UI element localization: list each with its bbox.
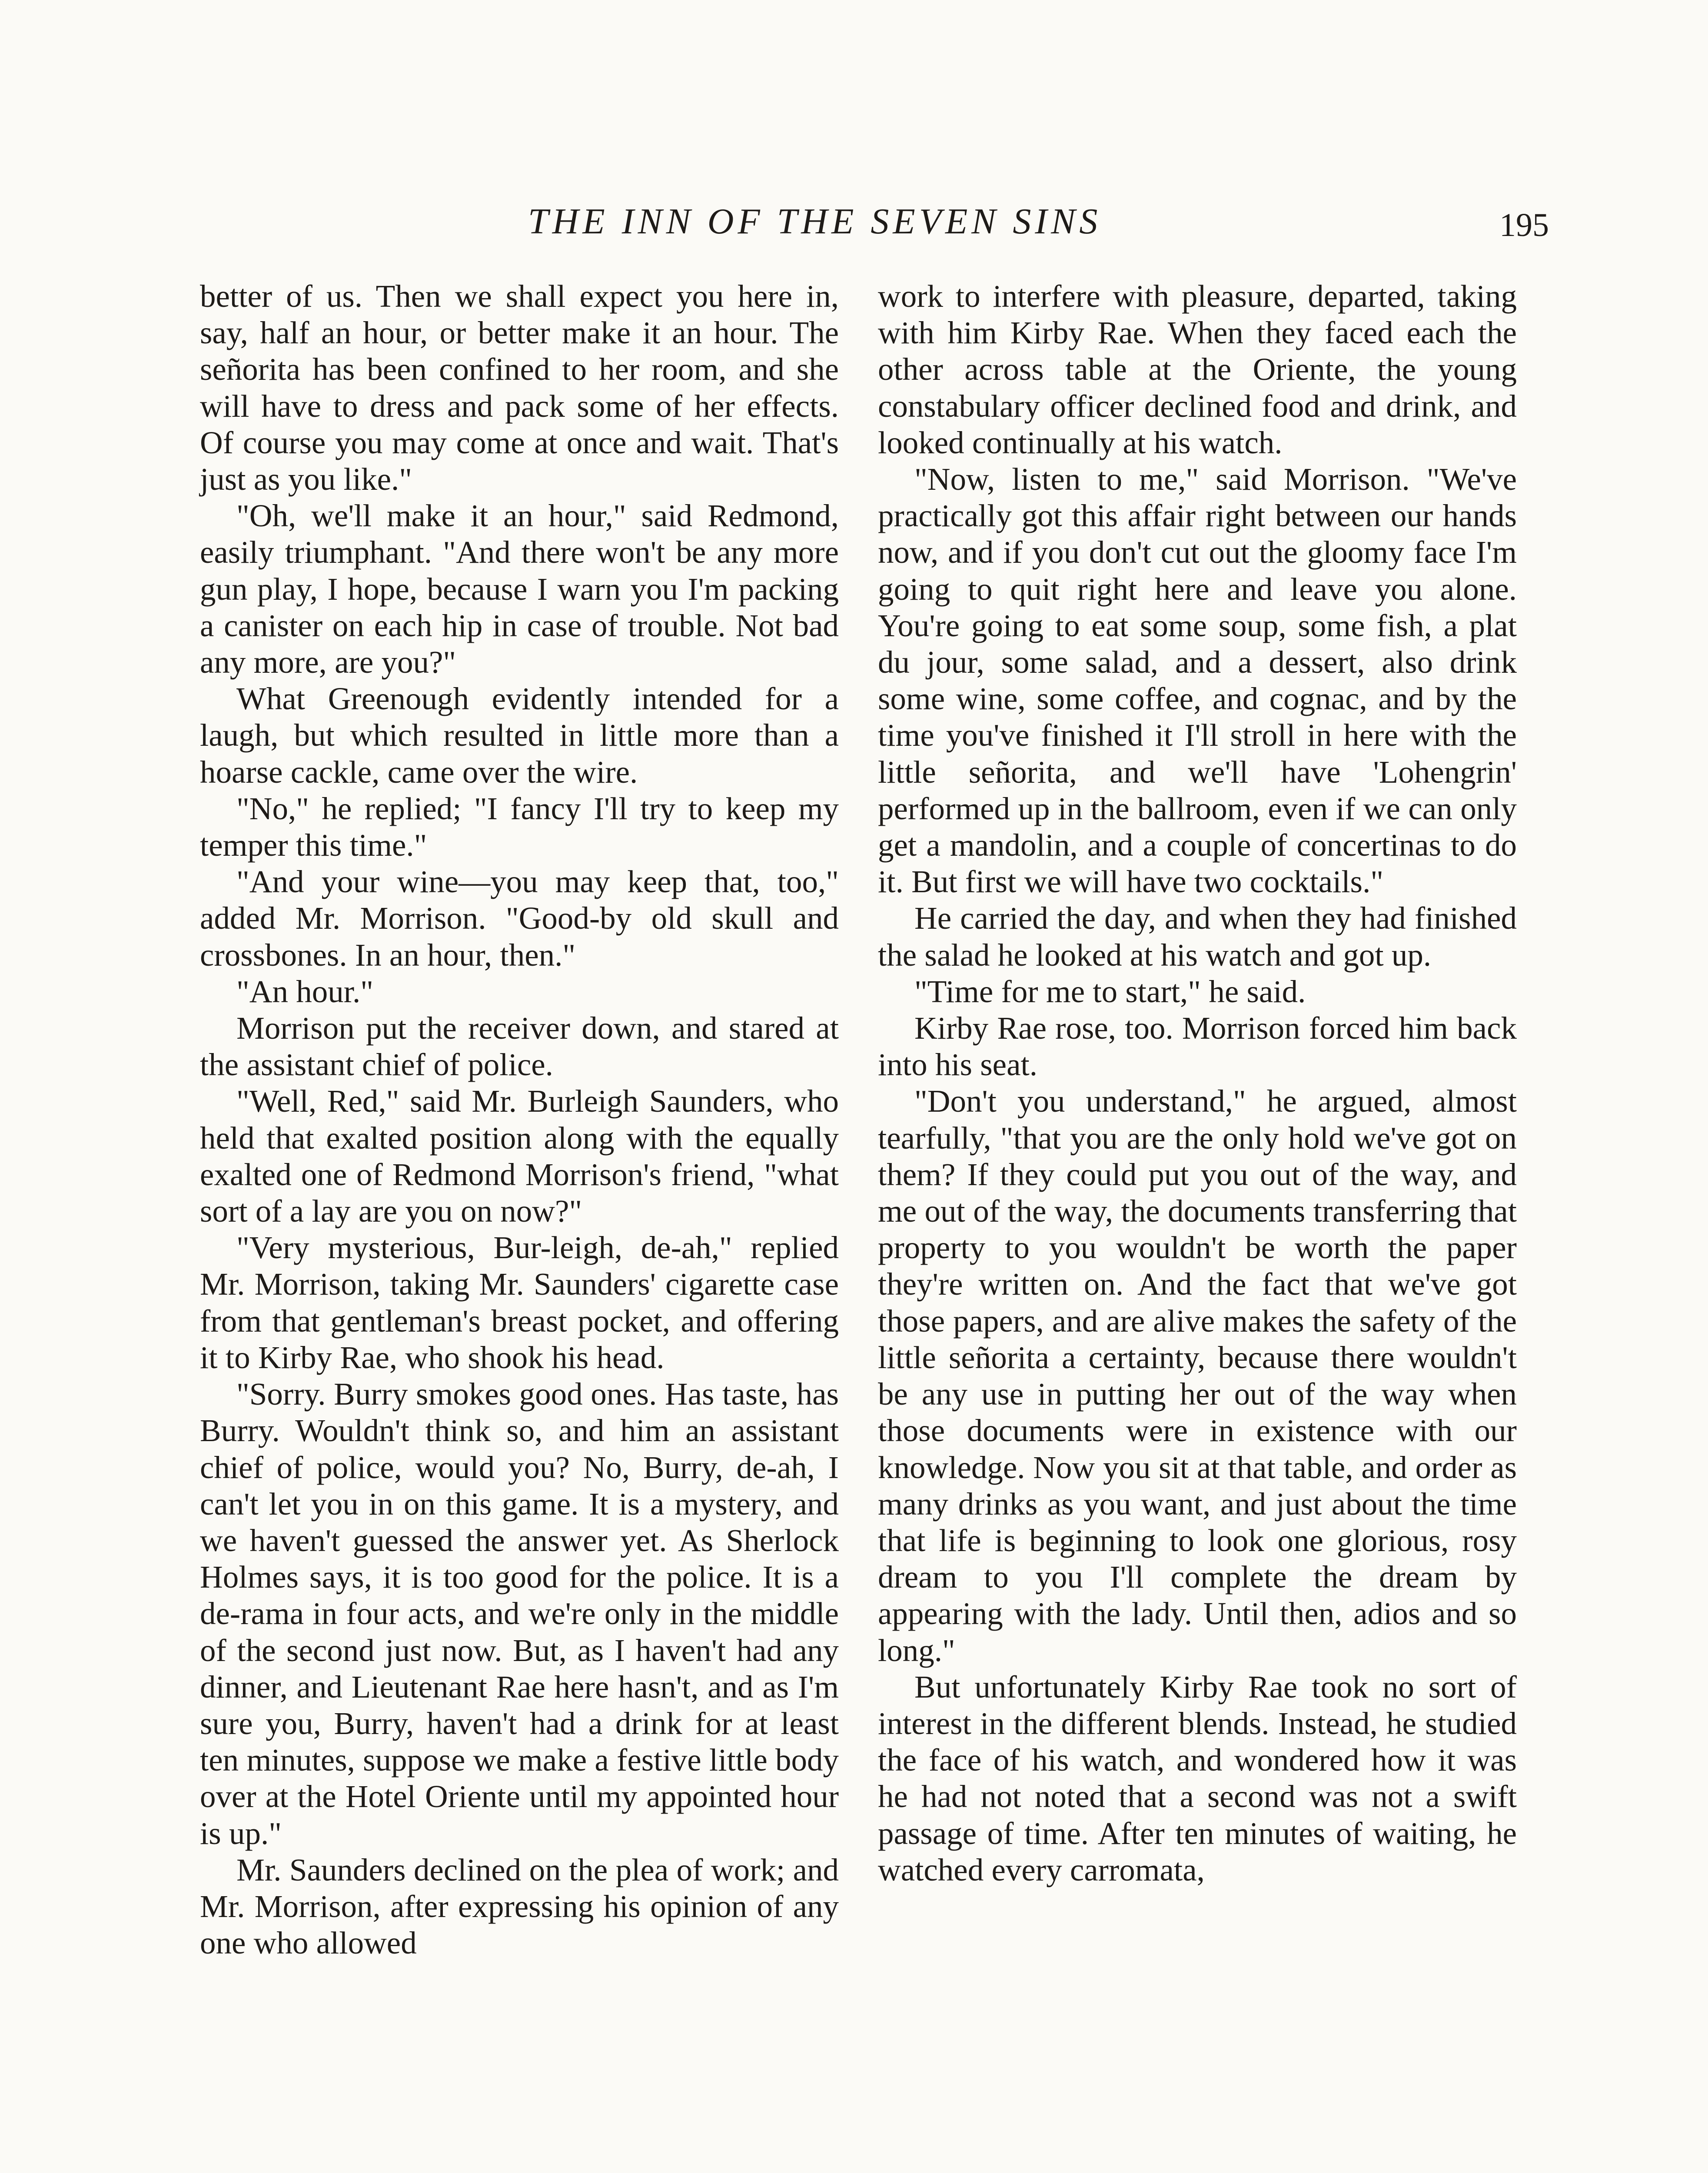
paragraph: "An hour." [236, 974, 374, 1009]
paragraph: "Time for me to start," he said. [914, 974, 1306, 1009]
paragraph: Kirby Rae rose, too. Morrison forced him back into his seat. [878, 1010, 1517, 1083]
paragraph: better of us. Then we shall expect you here in, say, half an hour, or better make it an hour. The señorita has been confined to her room, and she will have to dress and pack some of her effects. Of course you may come at once and wait. That's just as you like." [200, 279, 839, 497]
paragraph: "Sorry. Burry smokes good ones. Has taste, has Burry. Wouldn't think so, and him an assistant chief of police, would you? No, Burry, de-ah, I can't let you in on this game. It is a mystery, and we haven't guessed the answer yet. As Sherlock Holmes says, it is too good for the police. It is a de-rama in four acts, and we're only in the middle of the second just now. But, as I haven't had any dinner, and Lieutenant Rae here hasn't, and as I'm sure you, Burry, haven't had a drink for at least ten minutes, suppose we make a festive little body over at the Hotel Oriente until my appointed hour is up." [200, 1376, 839, 1851]
page-number: 195 [1499, 207, 1549, 243]
paragraph: What Greenough evidently intended for a laugh, but which resulted in little more than a hoarse cackle, came over the wire. [200, 681, 839, 790]
paragraph: work to interfere with pleasure, departed, taking with him Kirby Rae. When they faced each the other across table at the Oriente, the young constabulary officer declined food and drink, and looked continually at his watch. [878, 279, 1517, 460]
left-column [200, 278, 839, 2173]
paragraph: "Now, listen to me," said Morrison. "We've practically got this affair right between our hands now, and if you don't cut out the gloomy face I'm going to quit right here and leave you alone. You're going to eat some soup, some fish, a plat du jour, some salad, and a dessert, also drink some wine, some coffee, and cognac, and by the time you've finished it I'll stroll in here with the little señorita, and we'll have 'Lohengrin' performed up in the ballroom, even if we can only get a mandolin, and a couple of concertinas to do it. But first we will have two cocktails." [878, 462, 1517, 900]
paragraph: Mr. Saunders declined on the plea of work; and Mr. Morrison, after expressing his opinion of any one who allowed [200, 1852, 839, 1961]
right-column [878, 278, 1517, 2173]
paragraph: "Don't you understand," he argued, almost tearfully, "that you are the only hold we've got on them? If they could put you out of the way, and me out of the way, the documents transferring that property to you wouldn't be worth the paper they're written on. And the fact that we've got those papers, and are alive makes the safety of the little señorita a certainty, because there wouldn't be any use in putting her out of the way when those documents were in existence with our knowledge. Now you sit at that table, and order as many drinks as you want, and just about the time that life is beginning to look one glorious, rosy dream to you I'll complete the dream by appearing with the lady. Until then, adios and so long." [878, 1083, 1517, 1668]
paragraph: Morrison put the receiver down, and stared at the assistant chief of police. [200, 1010, 839, 1083]
paragraph: "No," he replied; "I fancy I'll try to keep my temper this time." [200, 791, 839, 863]
paragraph: He carried the day, and when they had finished the salad he looked at his watch and got up. [878, 900, 1517, 973]
paragraph: "Very mysterious, Bur-leigh, de-ah," replied Mr. Morrison, taking Mr. Saunders' cigarette case from that gentleman's breast pocket, and offering it to Kirby Rae, who shook his head. [200, 1230, 839, 1375]
paragraph: "And your wine—you may keep that, too," added Mr. Morrison. "Good-by old skull and crossbones. In an hour, then." [200, 864, 839, 973]
paragraph: "Oh, we'll make it an hour," said Redmond, easily triumphant. "And there won't be any more gun play, I hope, because I warn you I'm packing a canister on each hip in case of trouble. Not bad any more, are you?" [200, 498, 839, 680]
paragraph: "Well, Red," said Mr. Burleigh Saunders, who held that exalted position along with the equally exalted one of Redmond Morrison's friend, "what sort of a lay are you on now?" [200, 1083, 839, 1229]
paragraph: But unfortunately Kirby Rae took no sort of interest in the different blends. Instead, he studied the face of his watch, and wondered how it was he had not noted that a second was not a swift passage of time. After ten minutes of waiting, he watched every carromata, [878, 1669, 1517, 1887]
running-title: THE INN OF THE SEVEN SINS [528, 201, 1102, 242]
running-head [0, 193, 1708, 250]
